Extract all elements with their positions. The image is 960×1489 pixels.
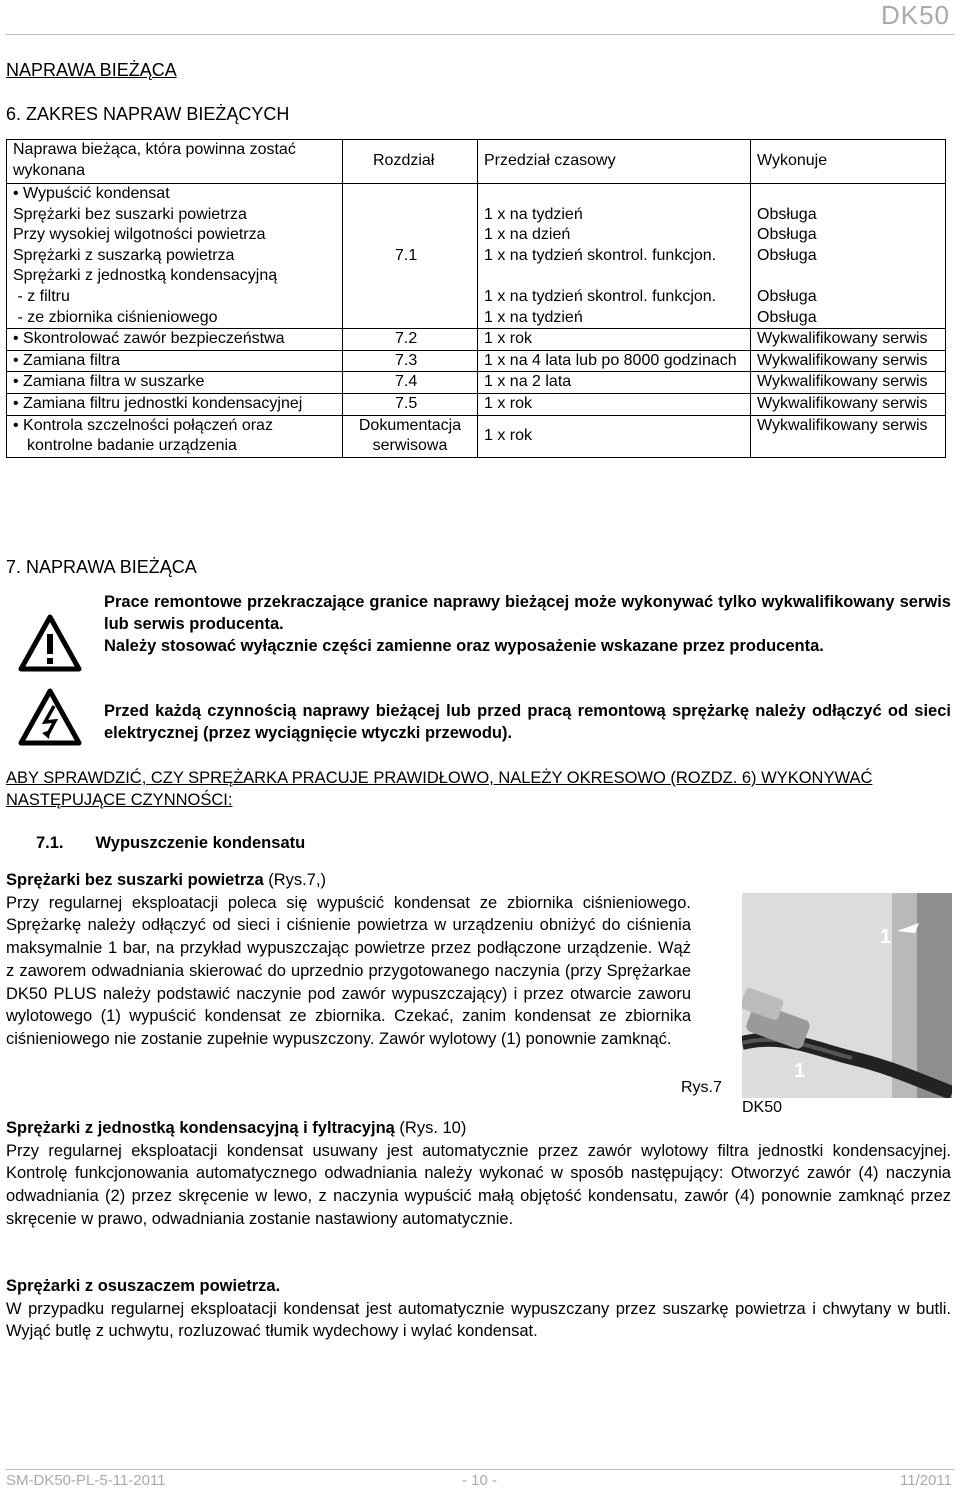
subsection-3 [6,1275,951,1343]
interval-line: 1 x na tydzień [484,308,583,326]
row5-interval: 1 x rok [478,393,751,415]
interval-line [484,184,744,205]
row5-who: Wykwalifikowany serwis [751,393,946,415]
row6-task: • Kontrola szczelności połączeń oraz kontrolne badanie urządzenia [13,417,273,455]
row6-section: Dokumentacja serwisowa [343,415,478,457]
section-title: Wypuszczenie kondensatu [95,834,306,852]
header-who: Wykonuje [751,140,946,184]
notice-text: ABY SPRAWDZIĆ, CZY SPRĘŻARKA PRACUJE PRAWIDŁOWO, NALEŻY OKRESOWO (ROZDZ. 6) WYKONYWAĆ NASTĘPUJĄCE CZYNNOŚCI: [6,769,873,809]
subsection-1 [6,869,691,1051]
table-row [7,393,946,415]
electric-hazard-icon [18,688,82,746]
compressor-valve-image [742,893,952,1098]
subsection-2 [6,1117,951,1231]
footer-doc-id: SM-DK50-PL-5-11-2011 [6,1472,166,1489]
footer-divider [6,1469,954,1470]
task-line: Sprężarki bez suszarki powietrza [13,205,247,223]
interval-line [484,266,744,287]
header-divider [6,34,954,35]
row4-interval: 1 x na 2 lata [478,372,751,394]
table-row [7,372,946,394]
footer-page-number: - 10 - [462,1472,498,1489]
figure-caption: DK50 [742,1099,783,1116]
subsection-1-ref: (Rys.7,) [263,871,327,889]
header-task: Naprawa bieżąca, która powinna zostać wykonana [7,140,343,184]
section-number: 7.1. [36,834,64,852]
row2-section: 7.2 [343,329,478,351]
warning-text-2: Należy stosować wyłącznie części zamienne oraz wyposażenie wskazane przez producenta. [104,637,824,655]
task-line: Przy wysokiej wilgotności powietrza [13,226,266,244]
callout-1-top: 1 [880,926,892,948]
figure-label: Rys.7 [681,1079,722,1096]
table-row [7,329,946,351]
warning-text-1: Prace remontowe przekraczające granice naprawy bieżącej może wykonywać tylko wykwalifikowany serwis lub serwis producenta. [104,593,951,633]
footer-date: 11/2011 [900,1472,952,1489]
row5-task: • Zamiana filtru jednostki kondensacyjnej [13,395,302,412]
subsection-3-title: Sprężarki z osuszaczem powietrza. [6,1277,281,1295]
row3-who: Wykwalifikowany serwis [751,350,946,372]
who-line [757,184,939,205]
row2-task: • Skontrolować zawór bezpieczeństwa [13,330,285,347]
row1-intervals [478,184,751,329]
who-line: Obsługa [757,226,817,244]
subsection-2-ref: (Rys. 10) [394,1119,467,1137]
subsection-2-text: Przy regularnej eksploatacji kondensat usuwany jest automatycznie przez zawór wylotowy filtra jednostki kondensacyjnej. Kontrolę funkcjonowania automatycznego odwadniania należy wykonać w sposób następujący: Otworzyć zawór (4) naczynia odwadniania (2) przez skręcenie w lewo, z naczynia wypuścić małą objętość kondensatu, zawór (4) ponownie zamknąć przez skręcenie w prawo, odwadniania zostanie nastawiony automatycznie. [6,1141,951,1228]
table-row [7,184,946,329]
header-interval: Przedział czasowy [478,140,751,184]
brand-header: DK50 [880,0,950,30]
row2-who: Wykwalifikowany serwis [751,329,946,351]
interval-line: 1 x na dzień [484,226,571,244]
figure-photo [742,893,952,1098]
task-line: Sprężarki z jednostką kondensacyjną [13,267,278,285]
section-7-heading: 7. NAPRAWA BIEŻĄCA [6,557,197,577]
row4-task: • Zamiana filtra w suszarke [13,373,204,390]
warning-text-3: Przed każdą czynnością naprawy bieżącej lub przed pracą remontową sprężarkę należy odłączyć od sieci elektrycznej (przez wyciągnięcie wtyczki przewodu). [104,702,951,742]
who-line: Obsługa [757,308,817,326]
page-title: NAPRAWA BIEŻĄCA [6,60,177,80]
interval-line: 1 x na tydzień [484,205,583,223]
subsection-2-title: Sprężarki z jednostką kondensacyjną i fyltracyjną [6,1119,395,1137]
interval-line: 1 x na tydzień skontrol. funkcjon. [484,287,717,305]
section-6-heading: 6. ZAKRES NAPRAW BIEŻĄCYCH [6,104,290,124]
table-row [7,415,946,457]
maintenance-table [6,139,946,458]
row6-who: Wykwalifikowany serwis [751,415,946,457]
subsection-1-text: Przy regularnej eksploatacji poleca się wypuścić kondensat ze zbiornika ciśnieniowego. Sprężarkę należy odłączyć od sieci i ciśnienie powietrza w urządzeniu obniżyć do ciśnienia maksymalnie 1 bar, na przykład wypuszczając powietrze przez podłączone urządzenie. Wąż z zaworem odwadniania skierować do uprzednio przygotowanego naczynia (przy Sprężarkae DK50 PLUS należy podstawić naczynie pod zawór wypuszczający) i przez otwarcie zaworu wylotowego (1) wypuścić kondensat ze zbiornika. Czekać, zanim kondensat ze zbiornika ciśnieniowego nie zostanie zupełnie wypuszczony. Zawór wylotowy (1) ponownie zamknąć. [6,893,691,1048]
interval-line: 1 x na tydzień skontrol. funkcjon. [484,246,717,264]
row3-interval: 1 x na 4 lata lub po 8000 godzinach [478,350,751,372]
who-line: Obsługa [757,246,817,264]
row5-section: 7.5 [343,393,478,415]
who-line: Obsługa [757,287,817,305]
task-line: Sprężarki z suszarką powietrza [13,246,235,264]
row2-interval: 1 x rok [478,329,751,351]
subsection-3-text: W przypadku regularnej eksploatacji kondensat jest automatycznie wypuszczany przez suszarkę powietrza i chwytany w butli. Wyjąć butlę z uchwytu, rozluzować tłumik wydechowy i wylać kondensat. [6,1299,951,1341]
who-line: Obsługa [757,205,817,223]
task-line: - z filtru [13,287,70,305]
task-line: • Wypuścić kondensat [13,184,336,205]
subsection-1-title: Sprężarki bez suszarki powietrza [6,871,264,889]
row3-task: • Zamiana filtra [13,352,120,369]
row4-who: Wykwalifikowany serwis [751,372,946,394]
callout-1-bottom: 1 [794,1060,806,1082]
row6-interval: 1 x rok [478,415,751,457]
row1-section: 7.1 [343,184,478,329]
row3-section: 7.3 [343,350,478,372]
task-line: - ze zbiornika ciśnieniowego [13,308,218,326]
section-7-1-heading [36,834,305,853]
row1-who [751,184,946,329]
table-header-row [7,140,946,184]
warning-triangle-icon [18,614,82,672]
row1-tasks [7,184,343,329]
who-line [757,266,939,287]
row4-section: 7.4 [343,372,478,394]
header-section: Rozdział [343,140,478,184]
table-row [7,350,946,372]
